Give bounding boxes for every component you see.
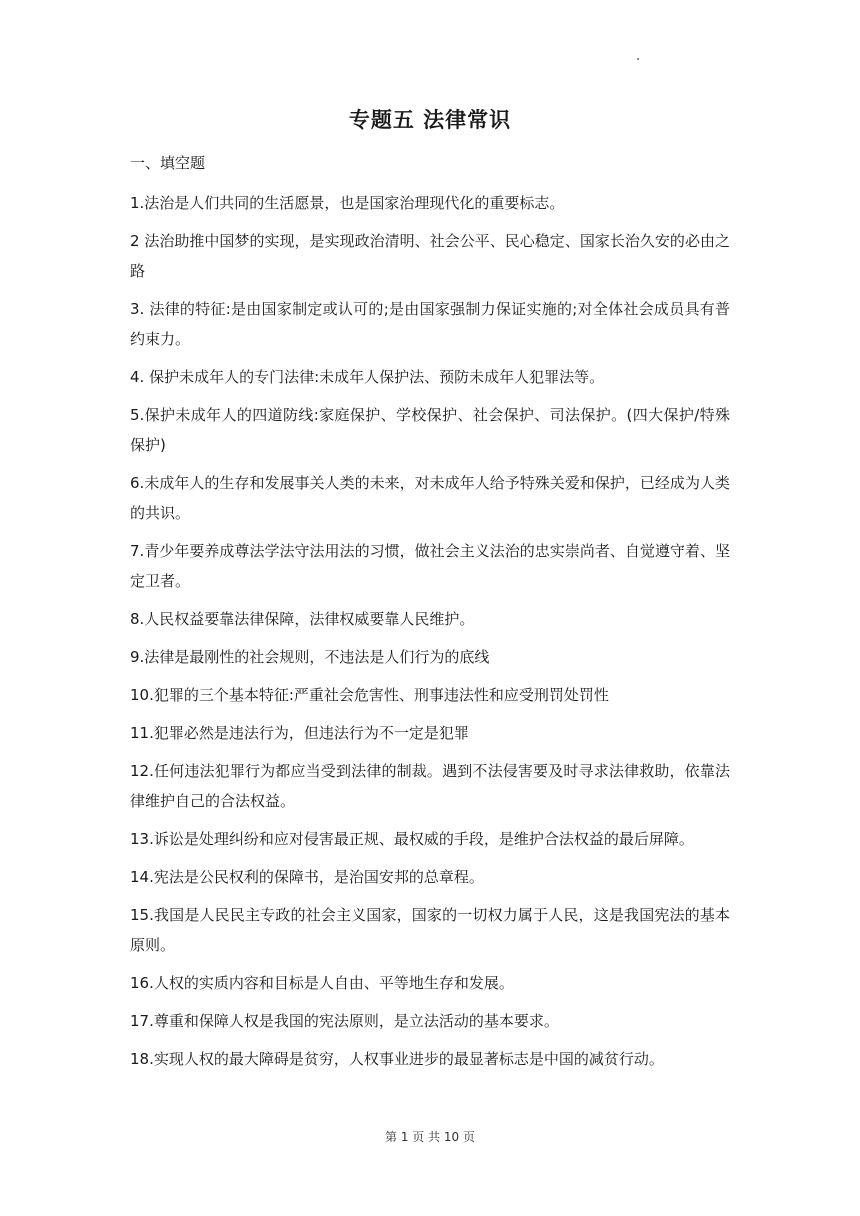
list-item: 10.犯罪的三个基本特征:严重社会危害性、刑事违法性和应受刑罚处罚性 xyxy=(130,686,609,704)
list-item: 15.我国是人民民主专政的社会主义国家，国家的一切权力属于人民，这是我国宪法的基本原则。 xyxy=(130,906,730,954)
list-item: 14.宪法是公民权利的保障书，是治国安邦的总章程。 xyxy=(130,868,484,886)
list-item: 1.法治是人们共同的生活愿景，也是国家治理现代化的重要标志。 xyxy=(130,194,565,212)
list-item: 9.法律是最刚性的社会规则，不违法是人们行为的底线 xyxy=(130,648,490,666)
list-item: 17.尊重和保障人权是我国的宪法原则，是立法活动的基本要求。 xyxy=(130,1012,559,1030)
list-item: 11.犯罪必然是违法行为，但违法行为不一定是犯罪 xyxy=(130,724,469,742)
question-list xyxy=(130,188,730,1082)
list-item: 13.诉讼是处理纠纷和应对侵害最正规、最权威的手段，是维护合法权益的最后屏障。 xyxy=(130,830,694,848)
list-item: 16.人权的实质内容和目标是人自由、平等地生存和发展。 xyxy=(130,974,514,992)
page-title: 专题五 法律常识 xyxy=(348,108,512,132)
list-item: 3. 法律的特征:是由国家制定或认可的;是由国家强制力保证实施的;对全体社会成员具有普约束力。 xyxy=(130,300,730,348)
section-heading: 一、填空题 xyxy=(130,154,206,172)
list-item: 4. 保护未成年人的专门法律:未成年人保护法、预防未成年人犯罪法等。 xyxy=(130,368,605,386)
list-item: 8.人民权益要靠法律保障，法律权威要靠人民维护。 xyxy=(130,610,475,628)
list-item: 2 法治助推中国梦的实现，是实现政治清明、社会公平、民心稳定、国家长治久安的必由之路 xyxy=(130,232,730,280)
page-mark xyxy=(637,58,639,60)
list-item: 5.保护未成年人的四道防线:家庭保护、学校保护、社会保护、司法保护。(四大保护/特殊保护) xyxy=(130,406,730,454)
list-item: 7.青少年要养成尊法学法守法用法的习惯，做社会主义法治的忠实崇尚者、自觉遵守着、坚定卫者。 xyxy=(130,542,730,590)
page-footer: 第 1 页 共 10 页 xyxy=(385,1130,475,1144)
list-item: 18.实现人权的最大障碍是贫穷，人权事业进步的最显著标志是中国的减贫行动。 xyxy=(130,1050,664,1068)
list-item: 6.未成年人的生存和发展事关人类的未来，对未成年人给予特殊关爱和保护，已经成为人类的共识。 xyxy=(130,474,730,522)
list-item: 12.任何违法犯罪行为都应当受到法律的制裁。遇到不法侵害要及时寻求法律救助，依靠法律维护自己的合法权益。 xyxy=(130,762,730,810)
